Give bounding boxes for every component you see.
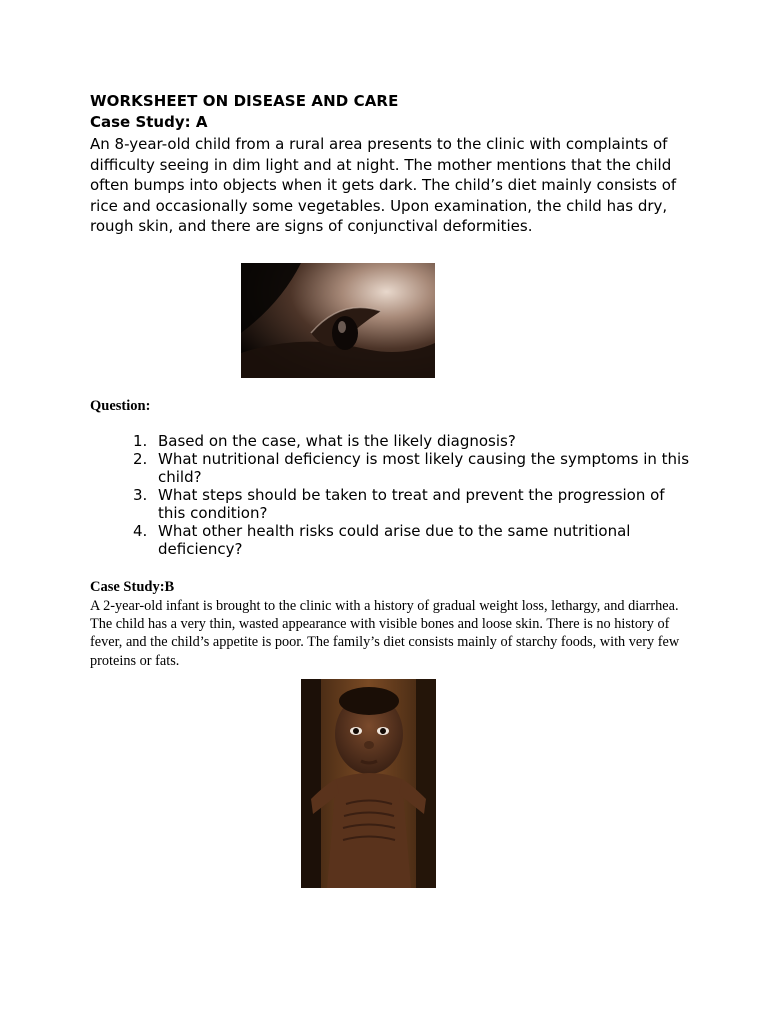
question-text: What nutritional deficiency is most likely causing the symptoms in this child?	[158, 450, 690, 486]
list-number: 4.	[133, 522, 148, 540]
list-item	[130, 450, 690, 486]
eye-photo	[241, 263, 435, 378]
question-text: What steps should be taken to treat and prevent the progression of this condition?	[158, 486, 665, 522]
list-number: 2.	[133, 450, 148, 468]
case-study-a-paragraph: An 8-year-old child from a rural area presents to the clinic with complaints of difficulty seeing in dim light and at night. The mother mentions that the child often bumps into objects when it gets dark. The child’s diet mainly consists of rice and occasionally some vegetables. Upon examination, the child has dry, rough skin, and there are signs of conjunctival deformities.	[90, 135, 677, 236]
case-study-a-title: Case Study: A	[90, 113, 208, 131]
question-label: Question:	[90, 398, 151, 414]
list-number: 3.	[133, 486, 148, 504]
question-list	[130, 432, 690, 558]
list-item	[130, 486, 690, 522]
list-number: 1.	[133, 432, 148, 450]
case-study-b-paragraph: A 2-year-old infant is brought to the clinic with a history of gradual weight loss, lethargy, and diarrhea. The child has a very thin, wasted appearance with visible bones and loose skin. There is no history of fever, and the child’s appetite is poor. The family’s diet consists mainly of starchy foods, with very few proteins or fats.	[90, 598, 680, 669]
worksheet-title: WORKSHEET ON DISEASE AND CARE	[90, 92, 399, 110]
child-photo-drawing	[301, 679, 436, 888]
case-study-b-title: Case Study:B	[90, 579, 175, 595]
question-text: Based on the case, what is the likely diagnosis?	[158, 432, 516, 450]
malnourished-child-photo	[301, 679, 436, 888]
list-item	[130, 432, 690, 450]
question-text: What other health risks could arise due to the same nutritional deficiency?	[158, 522, 631, 558]
list-item	[130, 522, 690, 558]
eye-photo-drawing	[241, 263, 435, 378]
